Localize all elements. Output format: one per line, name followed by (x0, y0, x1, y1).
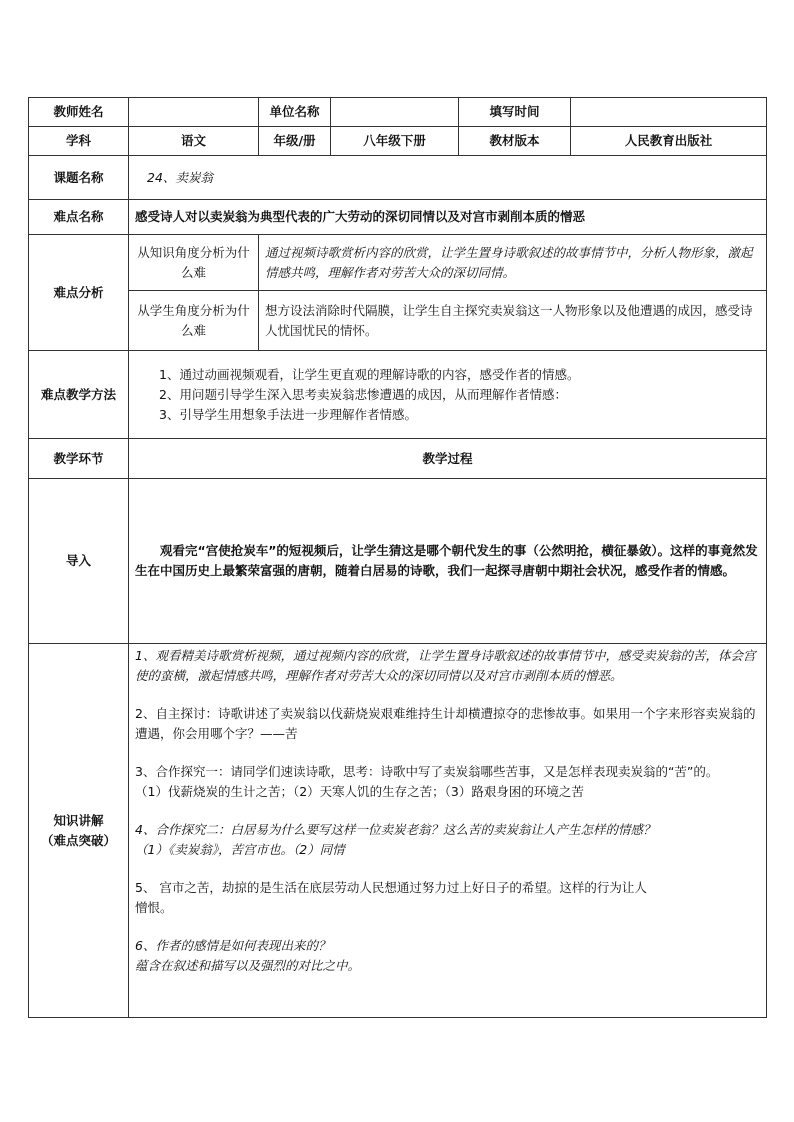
subject-label: 学科 (29, 127, 129, 156)
method-item: 1、通过动画视频观看，让学生更直观的理解诗歌的内容，感受作者的情感。 (159, 366, 580, 382)
knowledge-angle-text: 通过视频诗歌赏析内容的欣赏，让学生置身诗歌叙述的故事情节中，分析人物形象，激起情感共鸣，理解作者对劳苦大众的深切同情。 (259, 235, 767, 291)
edition-value: 人民教育出版社 (571, 127, 767, 156)
unit-label: 单位名称 (259, 98, 331, 127)
process-title: 教学过程 (129, 439, 767, 479)
grade-value: 八年级下册 (331, 127, 459, 156)
knowledge-p3a: 3、合作探究一：请同学们速读诗歌，思考：诗歌中写了卖炭翁哪些苦事，又是怎样表现卖炭翁的“苦”的。 (135, 764, 719, 779)
knowledge-p6b: 蕴含在叙述和描写以及强烈的对比之中。 (135, 958, 361, 973)
intro-label: 导入 (29, 479, 129, 644)
analysis-row-knowledge (29, 235, 767, 291)
analysis-label: 难点分析 (29, 235, 129, 351)
process-label: 教学环节 (29, 439, 129, 479)
difficulty-row (29, 200, 767, 235)
topic-row (29, 156, 767, 200)
teacher-value (129, 98, 259, 127)
methods-list (129, 351, 767, 439)
knowledge-p5b: 憎恨。 (135, 900, 173, 915)
subject-row (29, 127, 767, 156)
unit-value (331, 98, 459, 127)
knowledge-p1: 1、观看精美诗歌赏析视频，通过视频内容的欣赏，让学生置身诗歌叙述的故事情节中，感受卖炭翁的苦，体会宫使的蛮横，激起情感共鸣，理解作者对劳苦大众的深切同情以及对宫市剥削本质的憎恶。 (135, 648, 756, 683)
knowledge-p2: 2、自主探讨：诗歌讲述了卖炭翁以伐薪烧炭艰难维持生计却横遭掠夺的悲惨故事。如果用一个字来形容卖炭翁的遭遇，你会用哪个字？——苦 (135, 706, 756, 741)
teacher-label: 教师姓名 (29, 98, 129, 127)
knowledge-label (29, 644, 129, 1018)
knowledge-content (129, 644, 767, 1018)
edition-label: 教材版本 (459, 127, 571, 156)
knowledge-row (29, 644, 767, 1018)
student-angle-label: 从学生角度分析为什么难 (129, 291, 259, 351)
methods-label: 难点教学方法 (29, 351, 129, 439)
methods-row (29, 351, 767, 439)
difficulty-label: 难点名称 (29, 200, 129, 235)
knowledge-angle-label: 从知识角度分析为什么难 (129, 235, 259, 291)
knowledge-label-line1: 知识讲解 (53, 812, 104, 828)
knowledge-label-line2: （难点突破） (40, 832, 116, 848)
process-row (29, 439, 767, 479)
knowledge-p4a: 4、合作探究二：白居易为什么要写这样一位卖炭老翁？这么苦的卖炭翁让人产生怎样的情感？ (135, 822, 656, 837)
topic-value: 24、卖炭翁 (129, 156, 767, 200)
topic-label: 课题名称 (29, 156, 129, 200)
knowledge-p5a: 5、 宫市之苦，劫掠的是生活在底层劳动人民想通过努力过上好日子的希望。这样的行为让人 (135, 880, 647, 895)
intro-row (29, 479, 767, 644)
knowledge-p4b: （1）《卖炭翁》，苦宫市也。（2）同情 (135, 842, 345, 857)
lesson-plan-table (28, 97, 767, 1018)
grade-label: 年级/册 (259, 127, 331, 156)
time-value (571, 98, 767, 127)
time-label: 填写时间 (459, 98, 571, 127)
analysis-row-student (29, 291, 767, 351)
knowledge-p3b: （1）伐薪烧炭的生计之苦；（2）天寒人饥的生存之苦；（3）路艰身困的环境之苦 (135, 784, 584, 799)
method-item: 2、用问题引导学生深入思考卖炭翁悲惨遭遇的成因，从而理解作者情感： (159, 386, 567, 402)
method-item: 3、引导学生用想象手法进一步理解作者情感。 (159, 406, 417, 422)
difficulty-value: 感受诗人对以卖炭翁为典型代表的广大劳动的深切同情以及对宫市剥削本质的憎恶 (129, 200, 767, 235)
student-angle-text: 想方设法消除时代隔膜，让学生自主探究卖炭翁这一人物形象以及他遭遇的成因，感受诗人忧国忧民的情怀。 (259, 291, 767, 351)
subject-value: 语文 (129, 127, 259, 156)
intro-text: 观看完“宫使抢炭车”的短视频后，让学生猜这是哪个朝代发生的事（公然明抢，横征暴敛）。这样的事竟然发生在中国历史上最繁荣富强的唐朝，随着白居易的诗歌，我们一起探寻唐朝中期社会状况，感受作者的情感。 (129, 479, 767, 644)
knowledge-p6a: 6、作者的感情是如何表现出来的？ (135, 938, 331, 953)
header-row (29, 98, 767, 127)
